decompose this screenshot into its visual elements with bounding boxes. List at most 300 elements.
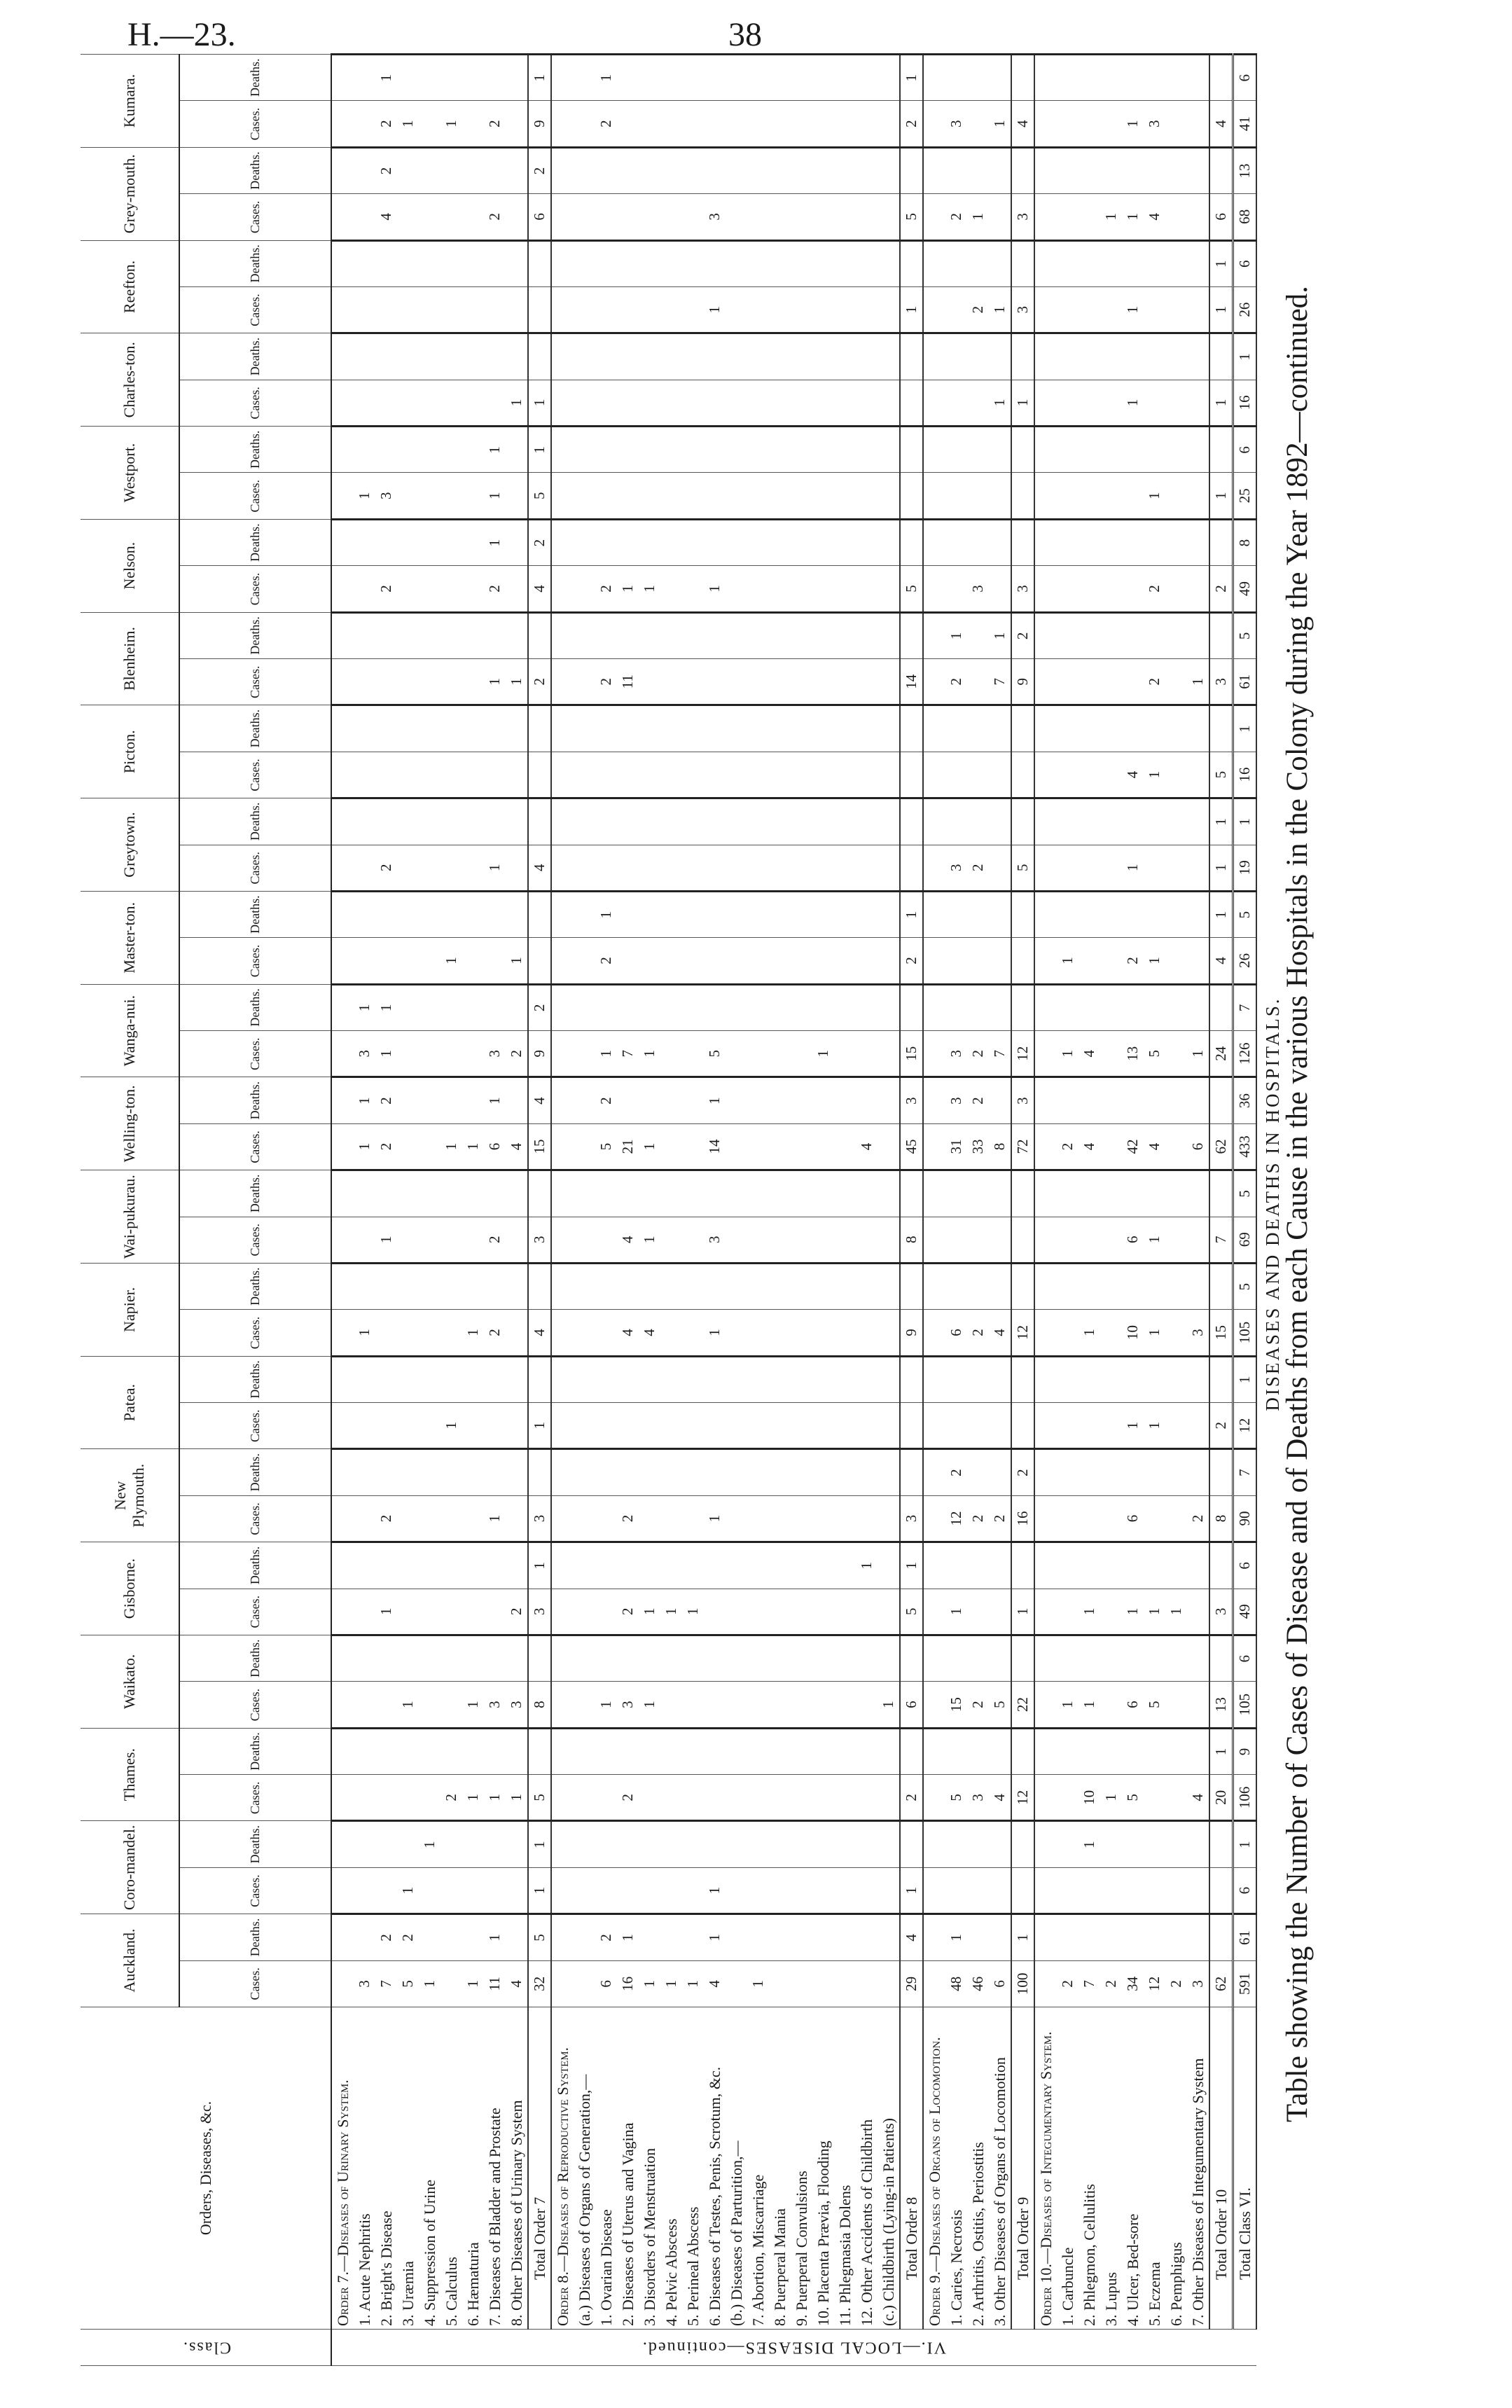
cases-cell <box>639 380 660 426</box>
deaths-cell <box>1144 612 1165 658</box>
deaths-cell <box>967 1356 989 1402</box>
cases-cell <box>1165 1867 1187 1914</box>
cases-cell: 2 <box>900 938 923 984</box>
deaths-cell <box>441 612 462 658</box>
deaths-cell <box>989 333 1011 380</box>
hospital-header: Master-ton. <box>81 891 179 984</box>
deaths-cell <box>967 1263 989 1309</box>
cases-cell: 8 <box>1209 1495 1233 1542</box>
cases-cell: 1 <box>989 380 1011 426</box>
class-header: Class. <box>81 2330 331 2366</box>
cases-cell <box>1100 1123 1122 1170</box>
cases-cell: 5 <box>704 1031 726 1077</box>
cases-cell <box>1187 1217 1209 1263</box>
deaths-cell <box>617 1077 639 1123</box>
cases-cell <box>1187 566 1209 612</box>
cases-cell <box>551 380 574 426</box>
cases-cell <box>1057 286 1078 333</box>
deaths-cell <box>856 1821 878 1867</box>
deaths-cell <box>704 519 726 565</box>
deaths-cell <box>747 984 769 1030</box>
deaths-cell <box>856 984 878 1030</box>
deaths-cell <box>1100 1356 1122 1402</box>
cases-cell: 9 <box>1011 659 1034 705</box>
deaths-cell <box>726 1635 747 1681</box>
cases-cell <box>989 566 1011 612</box>
deaths-cell <box>726 427 747 473</box>
deaths-cell: 2 <box>375 147 397 193</box>
table-row <box>419 55 441 2366</box>
deaths-cell <box>726 1263 747 1309</box>
cases-cell: 1 <box>595 1682 617 1728</box>
deaths-cell <box>1187 147 1209 193</box>
cases-cell: 1 <box>1011 380 1034 426</box>
deaths-cell <box>834 1821 856 1867</box>
cases-cell: 1 <box>1122 1589 1144 1635</box>
deaths-cell <box>484 891 506 937</box>
cases-cell: 21 <box>617 1123 639 1170</box>
cases-cell <box>791 194 812 240</box>
deaths-cell <box>812 147 834 193</box>
cases-cell <box>726 380 747 426</box>
cases-cell <box>989 845 1011 891</box>
cases-cell <box>617 752 639 798</box>
deaths-cell <box>878 55 900 101</box>
cases-cell <box>375 1682 397 1728</box>
cases-cell <box>967 1217 989 1263</box>
row-label: 1. Acute Nephritis <box>354 2007 375 2330</box>
cases-cell <box>856 938 878 984</box>
cases-cell: 42 <box>1122 1123 1144 1170</box>
deaths-cell <box>462 1077 484 1123</box>
deaths-cell <box>419 984 441 1030</box>
cases-cell <box>856 752 878 798</box>
table-header <box>81 55 331 2366</box>
row-label: 7. Abortion, Miscarriage <box>747 2007 769 2330</box>
cases-cell <box>660 1495 682 1542</box>
cases-cell <box>1078 1403 1100 1449</box>
cases-cell <box>331 1495 354 1542</box>
cases-cell: 1 <box>1144 752 1165 798</box>
cases-cell <box>574 380 595 426</box>
cases-cell <box>923 752 945 798</box>
deaths-cell <box>441 55 462 101</box>
deaths-cell <box>375 891 397 937</box>
cases-cell <box>704 1403 726 1449</box>
cases-cell: 1 <box>1144 938 1165 984</box>
deaths-cell <box>1165 705 1187 752</box>
deaths-cell <box>923 705 945 752</box>
cases-cell <box>812 1589 834 1635</box>
cases-cell <box>331 659 354 705</box>
cases-cell <box>900 473 923 519</box>
cases-cell: 3 <box>1144 101 1165 147</box>
cases-cell <box>1165 659 1187 705</box>
deaths-cell <box>747 705 769 752</box>
hospital-header: Blenheim. <box>81 612 179 705</box>
cases-cell <box>595 473 617 519</box>
deaths-cell <box>1100 1170 1122 1217</box>
cases-cell <box>834 1960 856 2007</box>
cases-cell <box>528 286 551 333</box>
cases-cell: 2 <box>967 1495 989 1542</box>
deaths-cell <box>1011 1170 1034 1217</box>
cases-cell: 1 <box>528 1867 551 1914</box>
cases-cell: 1 <box>704 1867 726 1914</box>
cases-cell <box>1144 1775 1165 1821</box>
cases-cell <box>726 845 747 891</box>
deaths-cell <box>856 427 878 473</box>
deaths-cell <box>834 1542 856 1589</box>
deaths-cell <box>506 1728 528 1774</box>
cases-cell <box>484 1403 506 1449</box>
row-label: 2. Bright's Disease <box>375 2007 397 2330</box>
deaths-cell <box>967 519 989 565</box>
cases-cell <box>462 194 484 240</box>
cases-cell <box>331 101 354 147</box>
cases-cell <box>1057 473 1078 519</box>
cases-cell: 45 <box>900 1123 923 1170</box>
deaths-cell <box>441 333 462 380</box>
cases-cell: 11 <box>617 659 639 705</box>
deaths-cell <box>1165 984 1187 1030</box>
cases-cell <box>1187 286 1209 333</box>
deaths-cell <box>484 1356 506 1402</box>
cases-cell <box>769 1589 791 1635</box>
cases-cell <box>878 1589 900 1635</box>
cases-cell <box>856 659 878 705</box>
deaths-cell <box>1011 1635 1034 1681</box>
cases-cell: 11 <box>484 1960 506 2007</box>
deaths-cell <box>1144 333 1165 380</box>
deaths-cell <box>574 1263 595 1309</box>
cases-cell: 3 <box>1209 659 1233 705</box>
deaths-cell <box>900 1356 923 1402</box>
deaths-cell <box>617 1170 639 1217</box>
deaths-cell <box>1034 984 1057 1030</box>
cases-cell <box>856 566 878 612</box>
deaths-cell <box>1144 427 1165 473</box>
cases-cell <box>1165 286 1187 333</box>
deaths-cell <box>682 612 704 658</box>
cases-cell: 4 <box>617 1217 639 1263</box>
deaths-cell <box>704 1263 726 1309</box>
cases-cell <box>660 566 682 612</box>
cases-cell <box>1187 938 1209 984</box>
deaths-cell <box>375 240 397 286</box>
deaths-cell: 6 <box>1233 55 1257 101</box>
deaths-cell <box>1144 1449 1165 1495</box>
deaths-cell <box>747 427 769 473</box>
deaths-cell: 1 <box>945 1914 967 1960</box>
deaths-subheader: Deaths. <box>179 984 331 1030</box>
deaths-cell <box>528 798 551 845</box>
cases-cell <box>506 752 528 798</box>
hospital-header: New Plymouth. <box>81 1449 179 1542</box>
deaths-cell <box>1144 1263 1165 1309</box>
cases-cell: 3 <box>1011 566 1034 612</box>
cases-cell: 3 <box>1187 1960 1209 2007</box>
cases-cell <box>878 1217 900 1263</box>
cases-cell <box>1057 101 1078 147</box>
table-row <box>397 55 419 2366</box>
deaths-cell <box>1209 1914 1233 1960</box>
cases-cell <box>660 194 682 240</box>
deaths-cell <box>574 1542 595 1589</box>
cases-cell <box>506 1867 528 1914</box>
deaths-cell <box>1165 1449 1187 1495</box>
deaths-cell <box>747 1356 769 1402</box>
deaths-cell <box>1165 612 1187 658</box>
deaths-cell <box>726 519 747 565</box>
deaths-cell <box>1011 240 1034 286</box>
cases-cell <box>834 1589 856 1635</box>
deaths-cell <box>704 1170 726 1217</box>
deaths-cell <box>989 1263 1011 1309</box>
cases-cell <box>1100 845 1122 891</box>
deaths-cell <box>989 427 1011 473</box>
cases-cell: 1 <box>704 1310 726 1356</box>
cases-cell <box>704 1589 726 1635</box>
deaths-cell: 1 <box>1209 891 1233 937</box>
cases-cell: 5 <box>528 1775 551 1821</box>
deaths-cell: 1 <box>484 427 506 473</box>
deaths-cell <box>397 1356 419 1402</box>
deaths-cell: 5 <box>1233 612 1257 658</box>
cases-cell: 4 <box>617 1310 639 1356</box>
cases-cell: 1 <box>747 1960 769 2007</box>
cases-cell <box>1034 752 1057 798</box>
deaths-cell <box>682 1542 704 1589</box>
table-title: Table showing the Number of Cases of Disease and of Deaths from each Cause in the various Hospitals in the Colony during the Year 1892—continued. <box>1281 286 1314 2122</box>
cases-cell <box>1057 1867 1078 1914</box>
cases-cell: 3 <box>704 1217 726 1263</box>
deaths-cell <box>1078 798 1100 845</box>
deaths-cell <box>923 1170 945 1217</box>
cases-cell <box>574 1123 595 1170</box>
deaths-cell <box>726 1914 747 1960</box>
cases-cell <box>812 1495 834 1542</box>
deaths-cell <box>1187 1728 1209 1774</box>
cases-cell <box>856 286 878 333</box>
cases-cell <box>397 659 419 705</box>
cases-cell <box>834 938 856 984</box>
cases-cell <box>1122 473 1144 519</box>
cases-cell <box>1165 845 1187 891</box>
cases-cell <box>682 566 704 612</box>
deaths-cell <box>923 1542 945 1589</box>
deaths-cell <box>967 1914 989 1960</box>
deaths-cell <box>462 1542 484 1589</box>
section-subtitle: DISEASES AND DEATHS IN HOSPITALS. <box>1262 997 1283 1411</box>
deaths-cell: 2 <box>945 1449 967 1495</box>
table-row <box>1057 55 1078 2366</box>
cases-cell <box>617 1403 639 1449</box>
deaths-cell <box>747 333 769 380</box>
deaths-cell <box>617 519 639 565</box>
deaths-cell <box>945 519 967 565</box>
deaths-cell <box>574 519 595 565</box>
deaths-cell <box>704 798 726 845</box>
cases-cell: 2 <box>1122 938 1144 984</box>
deaths-cell <box>878 427 900 473</box>
deaths-cell <box>682 55 704 101</box>
cases-cell <box>375 1867 397 1914</box>
deaths-cell <box>551 984 574 1030</box>
deaths-cell <box>331 612 354 658</box>
deaths-cell: 7 <box>1233 1449 1257 1495</box>
deaths-cell <box>397 1635 419 1681</box>
cases-cell: 62 <box>1209 1960 1233 2007</box>
deaths-cell <box>639 1449 660 1495</box>
cases-cell: 3 <box>945 1031 967 1077</box>
table-row <box>375 55 397 2366</box>
cases-cell: 1 <box>704 286 726 333</box>
cases-cell: 3 <box>354 1031 375 1077</box>
deaths-cell <box>923 147 945 193</box>
table-row <box>1100 55 1122 2366</box>
cases-cell: 1 <box>484 659 506 705</box>
deaths-cell <box>769 1449 791 1495</box>
deaths-cell <box>528 891 551 937</box>
deaths-cell <box>1187 1356 1209 1402</box>
cases-cell <box>484 1867 506 1914</box>
deaths-cell: 1 <box>1233 333 1257 380</box>
deaths-cell <box>354 705 375 752</box>
deaths-cell <box>1011 333 1034 380</box>
deaths-cell <box>397 798 419 845</box>
deaths-cell <box>484 1821 506 1867</box>
deaths-cell <box>484 1170 506 1217</box>
deaths-cell <box>506 1635 528 1681</box>
deaths-subheader: Deaths. <box>179 147 331 193</box>
hospital-header: Auckland. <box>81 1914 179 2007</box>
deaths-cell <box>551 705 574 752</box>
deaths-cell <box>484 612 506 658</box>
cases-cell: 3 <box>528 1589 551 1635</box>
cases-cell: 4 <box>1011 101 1034 147</box>
cases-cell: 1 <box>639 566 660 612</box>
deaths-cell <box>945 1263 967 1309</box>
deaths-subheader: Deaths. <box>179 1263 331 1309</box>
deaths-cell <box>923 1821 945 1867</box>
deaths-cell <box>1165 240 1187 286</box>
deaths-cell <box>375 1635 397 1681</box>
deaths-cell <box>639 333 660 380</box>
deaths-cell <box>812 798 834 845</box>
cases-cell <box>1078 1867 1100 1914</box>
deaths-cell <box>506 333 528 380</box>
cases-cell <box>682 1403 704 1449</box>
deaths-cell <box>1144 1635 1165 1681</box>
cases-cell <box>878 1775 900 1821</box>
deaths-cell <box>967 1170 989 1217</box>
deaths-cell <box>528 1635 551 1681</box>
deaths-cell: 5 <box>528 1914 551 1960</box>
cases-cell <box>1034 938 1057 984</box>
cases-cell <box>791 1217 812 1263</box>
cases-cell: 2 <box>375 1123 397 1170</box>
deaths-cell <box>1078 891 1100 937</box>
cases-cell <box>769 1867 791 1914</box>
row-label: Total Class VI. <box>1233 2007 1257 2330</box>
deaths-cell <box>354 1821 375 1867</box>
cases-cell: 3 <box>1187 1310 1209 1356</box>
deaths-cell <box>1122 891 1144 937</box>
cases-cell: 1 <box>1078 1310 1100 1356</box>
deaths-cell <box>595 147 617 193</box>
deaths-cell <box>1057 240 1078 286</box>
deaths-cell <box>1187 891 1209 937</box>
cases-cell <box>791 1867 812 1914</box>
cases-cell <box>726 194 747 240</box>
deaths-cell <box>419 427 441 473</box>
hospital-header: Welling-ton. <box>81 1077 179 1170</box>
deaths-cell <box>856 798 878 845</box>
cases-cell <box>769 845 791 891</box>
deaths-cell: 1 <box>1011 1914 1034 1960</box>
cases-cell <box>1187 1589 1209 1635</box>
deaths-cell <box>1078 1635 1100 1681</box>
deaths-cell <box>574 1821 595 1867</box>
hospital-header: Thames. <box>81 1728 179 1821</box>
cases-cell <box>726 101 747 147</box>
cases-cell: 6 <box>1233 1867 1257 1914</box>
deaths-cell <box>769 891 791 937</box>
deaths-cell <box>660 798 682 845</box>
cases-cell <box>462 938 484 984</box>
cases-cell <box>660 286 682 333</box>
deaths-cell <box>1057 147 1078 193</box>
table-row <box>834 55 856 2366</box>
cases-cell: 16 <box>1011 1495 1034 1542</box>
deaths-cell <box>856 147 878 193</box>
deaths-cell <box>617 1635 639 1681</box>
deaths-cell <box>923 240 945 286</box>
cases-cell <box>1165 380 1187 426</box>
cases-cell <box>682 194 704 240</box>
deaths-cell <box>1078 55 1100 101</box>
cases-cell: 1 <box>506 659 528 705</box>
cases-cell <box>923 101 945 147</box>
cases-cell <box>747 566 769 612</box>
hospital-header: Picton. <box>81 705 179 798</box>
cases-cell <box>812 1960 834 2007</box>
deaths-cell <box>1034 240 1057 286</box>
cases-subheader: Cases. <box>179 1682 331 1728</box>
deaths-cell <box>1100 1263 1122 1309</box>
deaths-cell <box>419 1635 441 1681</box>
cases-cell <box>1057 380 1078 426</box>
deaths-cell <box>812 1449 834 1495</box>
cases-cell <box>617 101 639 147</box>
cases-cell <box>595 1589 617 1635</box>
deaths-cell <box>834 333 856 380</box>
deaths-cell: 13 <box>1233 147 1257 193</box>
cases-cell: 4 <box>506 1123 528 1170</box>
deaths-cell <box>1100 147 1122 193</box>
cases-cell: 105 <box>1233 1682 1257 1728</box>
cases-cell <box>1100 938 1122 984</box>
deaths-cell <box>331 147 354 193</box>
cases-cell <box>595 1867 617 1914</box>
deaths-cell <box>812 612 834 658</box>
deaths-cell <box>1100 1542 1122 1589</box>
cases-cell <box>726 1867 747 1914</box>
deaths-cell <box>660 1170 682 1217</box>
cases-cell: 1 <box>441 101 462 147</box>
deaths-cell <box>1209 1170 1233 1217</box>
